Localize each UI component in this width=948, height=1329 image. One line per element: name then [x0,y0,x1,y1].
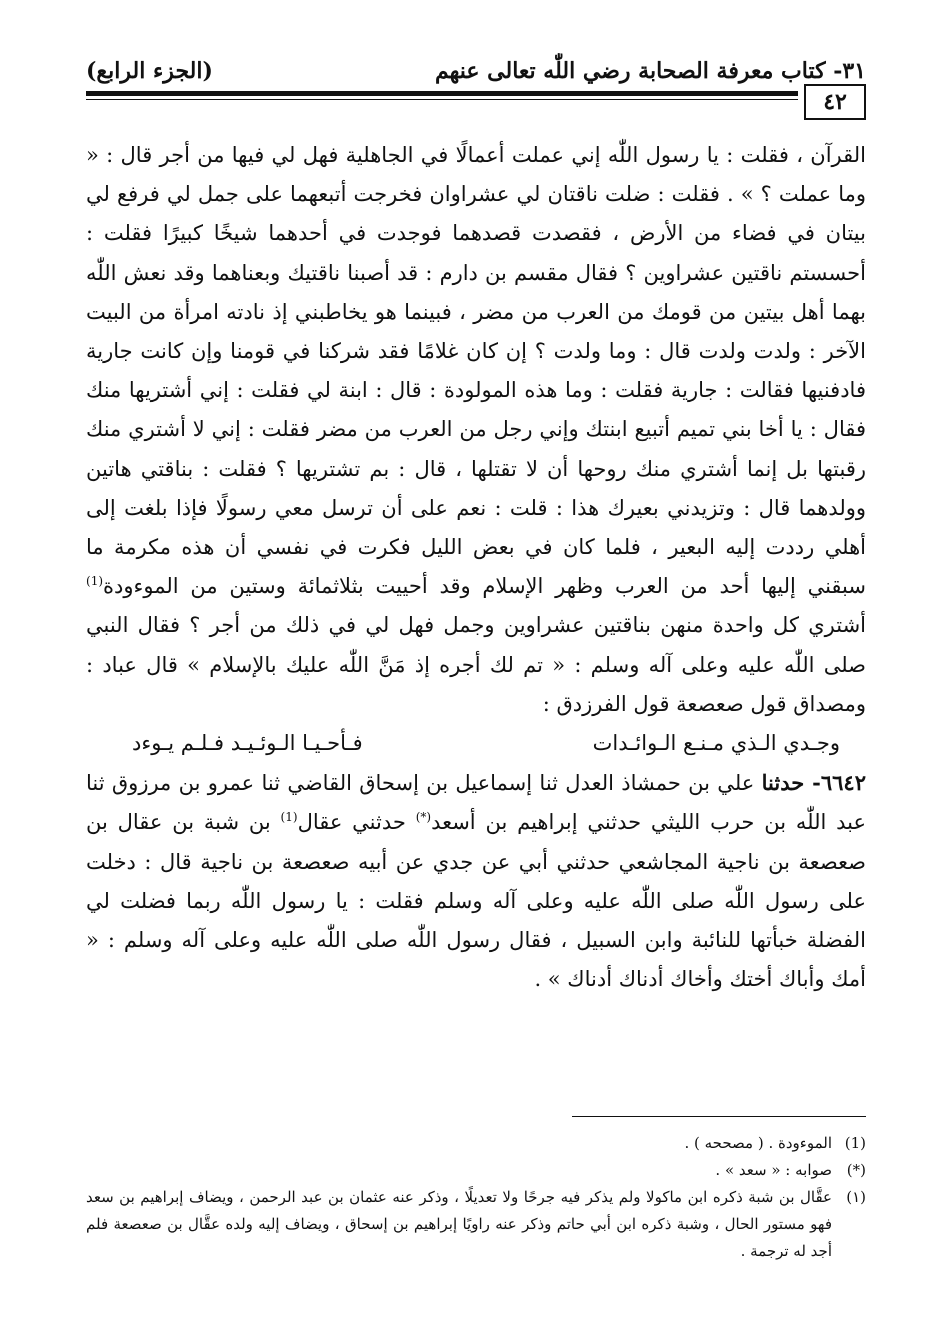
footnote-ref-star: (*) [415,810,432,825]
footnote-text: صوابه : « سعد » . [715,1161,832,1179]
footnote-mark: (*) [846,1161,866,1179]
volume-label: (الجزء الرابع) [86,58,213,84]
footnote-mark: (1) [844,1134,866,1152]
hadith-number: ٦٦٤٢- حدثنا [761,770,866,796]
footnote-separator [572,1116,866,1117]
hadith-chain-c: بن شبة بن عقال بن صعصعة بن ناجية المجاشعي حدثني أبي عن جدي عن أبيه صعصعة بن ناجية قال : دخلت على رسول اللّٰه صلى اللّٰه عليه وعلى آله وسلم فقلت : يا رسول اللّٰه ربما فضلت لي الفضلة خبأتها للنائبة وابن السبيل ، فقال رسول اللّٰه صلى اللّٰه عليه وعلى آله وسلم : « أمك وأباك أختك وأخاك أدناك أدناك » . [86,810,866,992]
page-number-box [804,84,866,120]
main-text [86,136,866,999]
chapter-title: ٣١- كتاب معرفة الصحابة رضي اللّٰه تعالى عنهم [434,58,866,84]
footnote-text: الموءودة . ( مصححه ) . [684,1134,832,1152]
narrative-paragraph [86,136,866,724]
poetry-verse [86,724,866,763]
hadith-chain-b: حدثني عقال [297,810,416,835]
page-number: ٤٢ [823,89,847,115]
footnote-ref: (1) [86,574,104,589]
page-header [86,52,866,90]
hadith-paragraph [86,763,866,999]
header-rule-thick [86,91,798,96]
hadith-chain-a: علي بن حمشاذ العدل ثنا إسماعيل بن إسحاق القاضي ثنا عمرو بن مرزوق ثنا عبد اللّٰه بن حرب الليثي حدثني إبراهيم بن أسعد [86,771,866,835]
footnote-item [86,1184,866,1265]
header-rule-thin [86,99,798,100]
narrative-text: القرآن ، فقلت : يا رسول اللّٰه إني عملت أعمالًا في الجاهلية فهل لي فيها من أجر قال : « وما عملت ؟ » . فقلت : ضلت ناقتان لي عشراوان فخرجت أتبعهما على جمل لي فرفع لي بيتان في فضاء من الأرض ، فقصدت قصدهما فوجدت في أحدهما شيخًا كبيرًا فقلت : أحسستم ناقتين عشراوين ؟ فقال مقسم بن دارم : قد أصبنا ناقتيك وبعناهما وقد نعش اللّٰه بهما أهل بيتين من قومك من العرب من مضر ، فبينما هو يخاطبني إذ نادته امرأة من البيت الآخر : ولدت ولدت قال : وما ولدت ؟ إن كان غلامًا فقد شركنا في قومنا وإن كانت جارية فادفنيها فقالت : جارية فقلت : وما هذه المولودة : قال : ابنة لي فقلت : إني أشتريها منك فقال : يا أخا بني تميم أتبيع ابنتك وإني رجل من العرب من مضر فقلت : إني لا أشتري منك رقبتها بل إنما أشتري منك روحها أن لا تقتلها ، قال : بم تشتريها ؟ فقلت : بناقتي هاتين وولدهما قال : وتزيدني بعيرك هذا : قلت : نعم على أن ترسل معي رسولًا فإذا بلغت إلى أهلي رددت إليه البعير ، فلما كان في بعض الليل فكرت في نفسي أن هذه مكرمة ما سبقني إليها أحد من العرب وظهر الإسلام وقد أحييت بثلاثمائة وستين من الموءودة [86,143,866,599]
footnotes [86,1130,866,1265]
footnote-item [86,1130,866,1157]
footnote-item [86,1157,866,1184]
footnote-text: عقَّال بن شبة ذكره ابن ماكولا ولم يذكر فيه جرحًا ولا تعديلًا ، وذكر عنه عثمان بن عبد الرحمن ، ويضاف إبراهيم بن سعد فهو مستور الحال ، وشبة ذكره ابن أبي حاتم وذكر عنه راويًا إبراهيم بن إسحاق ، ويضاف إليه ولده عقَّال بن صعصعة فلم أجد له ترجمة . [86,1188,832,1260]
verse-second-hemistich: فـأحـيـا الـوئـيـد فـلـم يـوءد [132,731,363,756]
footnote-mark: (١) [846,1188,866,1206]
narrative-text-tail: أشتري كل واحدة منهن بناقتين عشراوين وجمل فهل لي في ذلك من أجر ؟ فقال النبي صلى اللّٰه عليه وعلى آله وسلم : « تم لك أجره إذ مَنَّ اللّٰه عليك بالإسلام » قال عباد : ومصداق قول صعصعة قول الفرزدق : [86,613,866,716]
footnote-ref-one: (1) [280,810,298,825]
verse-first-hemistich: وجـدي الـذي مـنـع الـوائـدات [592,731,840,756]
